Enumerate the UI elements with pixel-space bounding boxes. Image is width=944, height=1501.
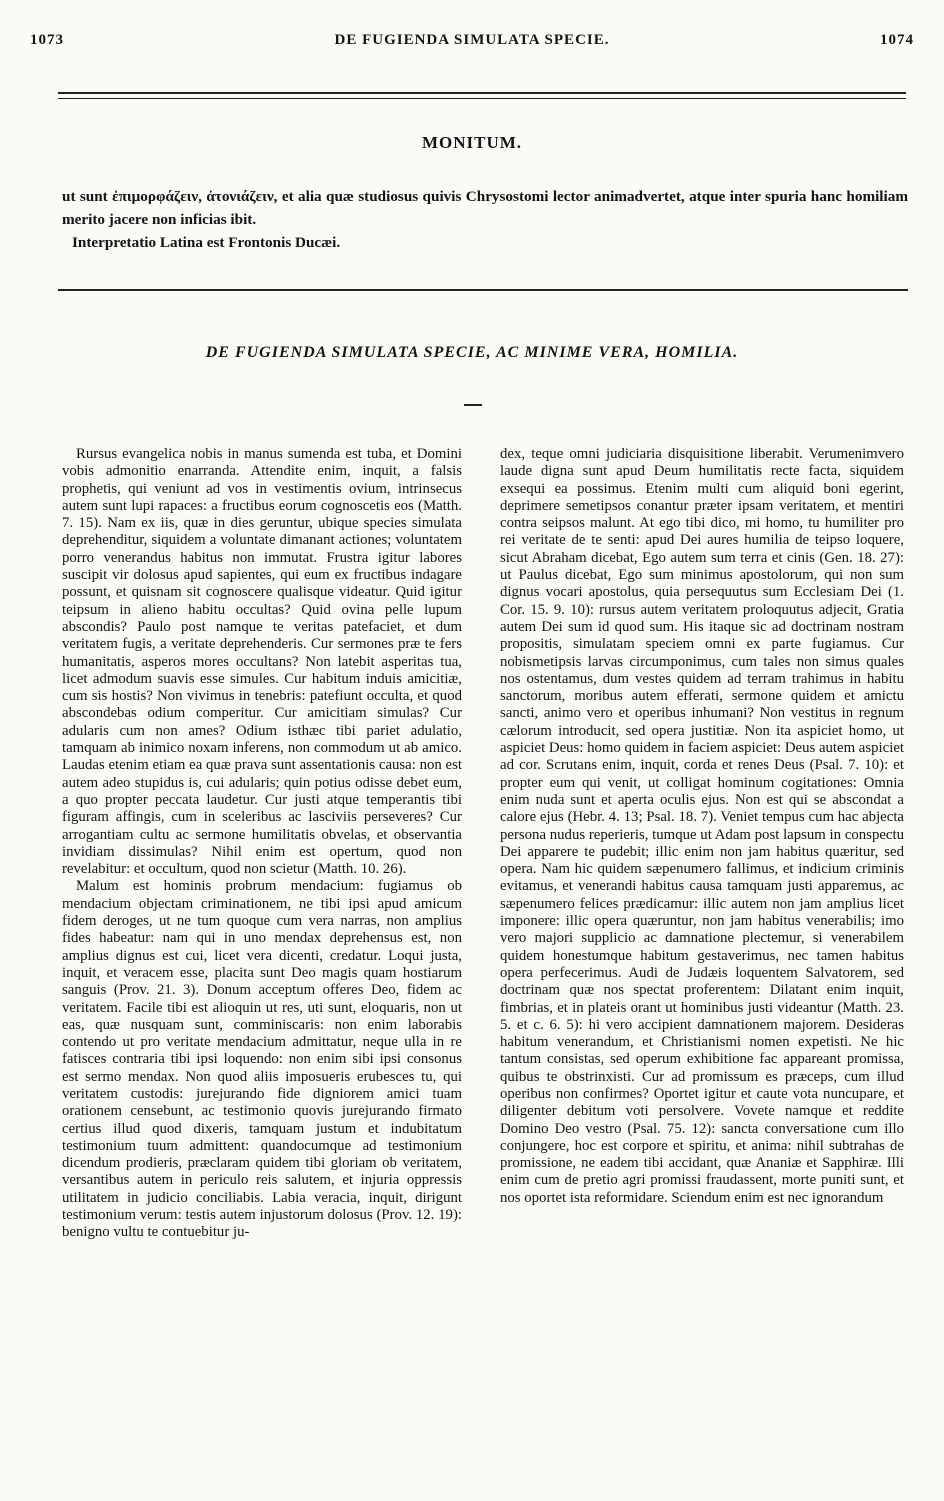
left-column <box>62 446 462 1242</box>
monitum-paragraph: ut sunt ἐπιμορφάζειν, ἀτονιάζειν, et alia quæ studiosus quivis Chrysostomi lector animadvertet, atque inter spuria hanc homiliam merito jacere non inficias ibit. <box>62 188 908 228</box>
monitum-title: MONITUM. <box>421 133 523 152</box>
title-dash <box>464 404 482 406</box>
header-rule <box>58 92 906 99</box>
running-header <box>30 32 914 56</box>
body-paragraph: Rursus evangelica nobis in manus sumenda est tuba, et Domini vobis admonitio enarranda. Attendite enim, inquit, a falsis prophetis, qui veniunt ad vos in vestimentis ovium, intrinsecus autem sunt lupi rapaces: a fructibus eorum cognoscetis eos (Matth. 7. 15). Nam ex iis, quæ in dies geruntur, ubique species simulata deprehenditur, siquidem a voluntate dimanant actiones; voluntatem porro venerandus habitus non immutat. Frustra igitur labores suscipit vir dolosus apud sapientes, qui eum ex fructibus indagare possunt, et quisnam sit cognoscere qualisque videatur. Quid igitur teipsum in alieno habitu occultas? Quid ovina pelle lupum abscondis? Paulo post namque te veritas patefaciet, et dum veritatem fugis, a veritate deprehenderis. Cur sermones præ te fers humanitatis, asperos mores occultans? Non latebit asperitas tua, licet admodum suavis esse simules. Cur habitum induis amicitiæ, cum sis hostis? Non vivimus in tenebris: patefiunt occulta, et quod abscondebas odium comperitur. Cur amicitiam simulas? Cur adularis cum non ames? Odium isthæc tibi pariet adulatio, tamquam ab inimico noxam inferens, non commodum ut ab amico. Laudas etenim etiam ea quæ prava sunt assentationis causa: non est autem adeo stupidus is, cui adularis; quin potius odisse debet eum, a quo propter peccata laudetur. Cur justi atque temperantis tibi figuram affingis, cum in sceleribus ac lasciviis perseveres? Cur arrogantiam cultu ac sermone humilitatis obvelas, et observantia invidiam dissimulas? Nihil enim est opertum, quod non revelabitur: et occultum, quod non scietur (Matth. 10. 26). <box>62 446 462 878</box>
homily-title: DE FUGIENDA SIMULATA SPECIE, AC MINIME VERA, HOMILIA. <box>205 344 739 361</box>
body-paragraph: Malum est hominis probrum mendacium: fugiamus ob mendacium objectam criminationem, ne tibi ipsi apud amicum fidem deroges, ut ne tum quoque cum vera narras, non amplius fides habeatur: nam qui in uno mendax deprehensus est, non amplius dignus est cui, licet vera dicenti, credatur. Loqui justa, inquit, et veracem esse, placita sunt Deo magis quam hostiarum sanguis (Prov. 21. 3). Donum acceptum offeres Deo, fidem ac veritatem. Facile tibi est alioquin ut res, uti sunt, eloquaris, non ut eas, quæ nusquam sunt, comminiscaris: non enim laborabis contendo ut pro veritate mendacium admittatur, neque ulla in re fatisces contraria tibi ipsi loquendo: non enim sibi ipsi consonus est sermo mendax. Non quod aliis imposueris erubesces tu, qui veritatem custodis: jurejurando fide digniorem amici tuam orationem censebunt, ac testimonio quovis jurejurando firmato certius illud quod dixeris, tamquam justum et indubitatum testimonium tuum admittent: quandocumque ad testimonium dicendum prodieris, præclaram quidem tibi gloriam ob veritatem, versantibus autem in periculo reis salutem, et injuria oppressis utilitatem in judicio conciliabis. Labia veracia, inquit, dirigunt testimonium verum: testis autem injustorum dolosus (Prov. 12. 19): benigno vultu te contuebitur ju- <box>62 878 462 1241</box>
right-column <box>500 446 904 1207</box>
section-rule <box>58 289 908 291</box>
running-title: DE FUGIENDA SIMULATA SPECIE. <box>334 32 610 48</box>
monitum-paragraph: Interpretatio Latina est Frontonis Ducæi. <box>72 234 341 251</box>
page-number-right: 1074 <box>880 32 914 48</box>
body-paragraph: dex, teque omni judiciaria disquisitione liberabit. Verumenimvero laude digna sunt apud Deum humilitatis recte facta, siquidem exsequi ea possimus. Etenim multi cum aliquid boni egerint, deprimere semetipsos conantur præter ipsam veritatem, et mentiri contra seipsos malunt. At ego tibi dico, mi homo, tu humiliter pro rei veritate de te senti: apud Dei aures humilia de teipso loquere, sicut Abraham dicebat, Ego autem sum terra et cinis (Gen. 18. 27): ut Paulus dicebat, Ego sum minimus apostolorum, qui non sum dignus vocari apostolus, quia persequutus sum Ecclesiam Dei (1. Cor. 15. 9. 10): rursus autem veritatem proloquutus adjecit, Gratia autem Dei sum id quod sum. His itaque sic ad doctrinam nostram propositis, simulatam speciem omni ex parte fugiamus. Cur nobismetipsis larvas circumponimus, cum tales non simus quales nos ostentamus, dum vestes quidem ad terram trahimus in habitu sanctorum, moribus autem efferati, sermone quidem et amictu sancti, animo vero et operibus inhumani? Non vestitus in regnum cælorum introducit, sed opera justitiæ. Non ita aspiciet homo, ut aspiciet Deus: homo quidem in faciem aspiciet: Deus autem aspiciet ad cor. Scrutans enim, inquit, corda et renes Deus (Psal. 7. 10): et propter eum qui venit, ut colligat hominum cogitationes: Omnia enim nuda sunt et aperta oculis ejus. Non est qui se abscondat a calore ejus (Hebr. 4. 13; Psal. 18. 7). Veniet tempus cum hac abjecta persona nudus reperieris, tumque ut Adam post lapsum in conspectu Dei apparere te pudebit; illic enim non jam habitus quæritur, sed opera. Nam hic quidem sæpenumero fallimus, et indicium criminis evitamus, et venerandi habitus causa tamquam justi apparemus, ac sæpenumero felices prædicamur: illic autem non jam amplius licet imponere: illic opera quæruntur, non jam habitus venerabilis; imo vero majori supplicio ac damnatione plectemur, si venerabilem quidem honestumque habitum gestaverimus, nec tamen habitus opera perfecerimus. Audi de Judæis loquentem Salvatorem, sed doctrinam quæ nos spectat proferentem: Dilatant enim inquit, fimbrias, et in plateis orant ut hominibus justi videantur (Matth. 23. 5. et c. 6. 5): hi vero accipient damnationem majorem. Desideras habitum venerandum, et Christianismi nomen expetisti. Ne hic tantum consistas, sed operum exhibitione fac appareant promissa, quibus te obstrinxisti. Cur ad promissum es præceps, cum illud operibus non confirmes? Oportet igitur et caute vota nuncupare, et diligenter debitum voti persolvere. Vovete namque et reddite Domino Deo vestro (Psal. 75. 12): sancta conversatione cum illo conjungere, hoc est corpore et spiritu, et anima: nihil subtrahas de promissione, ne eadem tibi accidant, quæ Ananiæ et Sapphiræ. Illi enim cum de pretio agri promissi fraudassent, morte puniti sunt, et nos oportet ista reformidare. Sciendum enim est nec ignorandum <box>500 446 904 1206</box>
monitum-text <box>62 185 908 254</box>
page-number-left: 1073 <box>30 32 64 48</box>
